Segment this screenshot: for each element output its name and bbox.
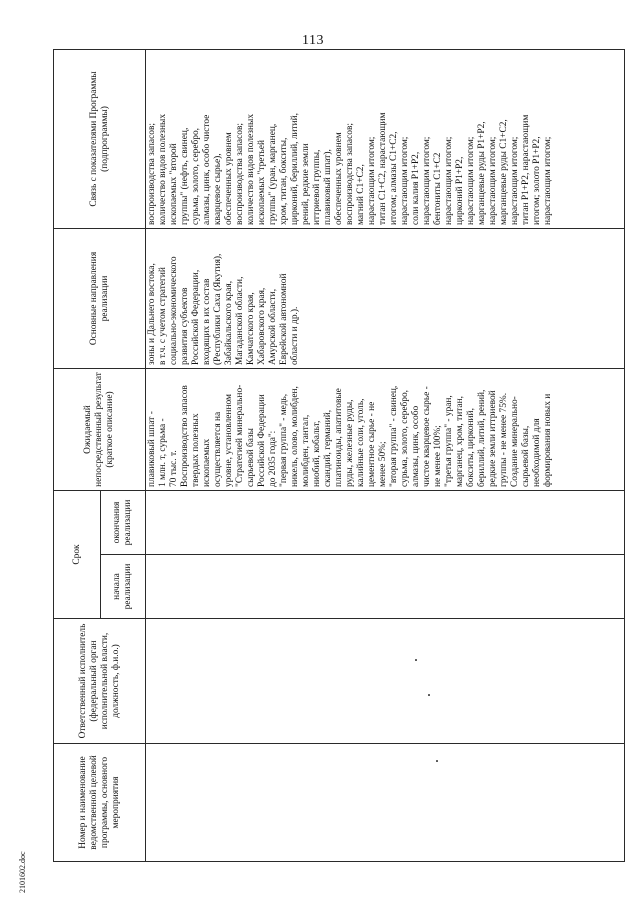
header-executor: Ответственный исполнитель (федеральный орган исполнительной власти, должность, ф.и.о.) xyxy=(54,619,146,744)
scan-speck xyxy=(428,694,430,696)
footer-file-code: 2101602.doc xyxy=(18,851,27,893)
header-term: Срок xyxy=(54,491,101,619)
cell-executor xyxy=(146,619,625,744)
cell-directions: зоны и Дальнего востока, в т.ч. с учетом стратегий социально-экономического развития субъектов Российской Федерации, входящих в их состав (Республики Саха (Якутия), Забайкальского края, Магаданской области, Камчатского края, Хабаровского края, Амурской области, Еврейской автономной области и др.). xyxy=(146,229,625,369)
cell-result: плавиковый шпат - 1 млн. т, сурьма - 70 тыс. т. Воспроизводство запасов твердых полезных ископаемых осуществляется на уровне, установленном "Стратегией минерально- сырьевой базы Российской Федерации до 2035 года": "первая группа" - медь, никель, олово, молибден, молибден, тантал, ниобий, кобальт, скандий, германий, платиноиды, апатитовые руды, железные руды, калийные соли, уголь, цементное сырье - не менее 50%; "вторая группа" - свинец, сурьма, золото, серебро, алмазы, цинк, особо чистое кварцевое сырье - не менее 100%; "третья группа" - уран, марганец, хром, титан, бокситы, цирконий, бериллий, литий, рений, редкие земли иттриевой группы - не менее 75%. Создание минерально- сырьевой базы, необходимой для формирования новых и xyxy=(146,369,625,491)
cell-measure xyxy=(146,744,625,862)
scan-speck xyxy=(415,659,417,661)
scan-speck xyxy=(436,760,438,762)
page-number: 113 xyxy=(302,33,324,48)
header-measure: Номер и наименование ведомственной целевой программы, основного мероприятия xyxy=(54,744,146,862)
header-directions: Основные направления реализации xyxy=(54,229,146,369)
cell-term-end xyxy=(146,491,625,555)
header-result: Ожидаемый непосредственный результат (краткое описание) xyxy=(54,369,146,491)
table-row xyxy=(146,50,625,862)
header-link: Связь с показателями Программы (подпрограммы) xyxy=(54,50,146,229)
program-measures-table xyxy=(53,49,625,862)
header-term-start: начала реализации xyxy=(101,555,146,619)
rotated-table-sheet xyxy=(53,50,610,862)
cell-link: воспроизводства запасов; количество видов полезных ископаемых "второй группы" (нефть, свинец, сурьма, золото, серебро, алмазы, цинк, особо чистое кварцевое сырье), обеспеченных уровнем воспроизводства запасов; количество видов полезных ископаемых "третьей группы" (уран, марганец, хром, титан, бокситы, цирконий, бериллий, литий, рений, редкие земли иттриевой группы, плавиковый шпат), обеспеченных уровнем воспроизводства запасов; магний С1+С2, нарастающим итогом; титан С1+С2, нарастающим итогом; алмазы С1+С2, нарастающим итогом; соли калия Р1+Р2, нарастающим итогом; бентониты С1+С2 нарастающим итогом; цирконий Р1+Р2, нарастающим итогом; марганцевые руды Р1+Р2, нарастающим итогом; марганцевые руды С1+С2, нарастающим итогом; титан Р1+Р2, нарастающим итогом; золото Р1+Р2, нарастающим итогом; xyxy=(146,50,625,229)
cell-term-start xyxy=(146,555,625,619)
header-term-end: окончания реализации xyxy=(101,491,146,555)
